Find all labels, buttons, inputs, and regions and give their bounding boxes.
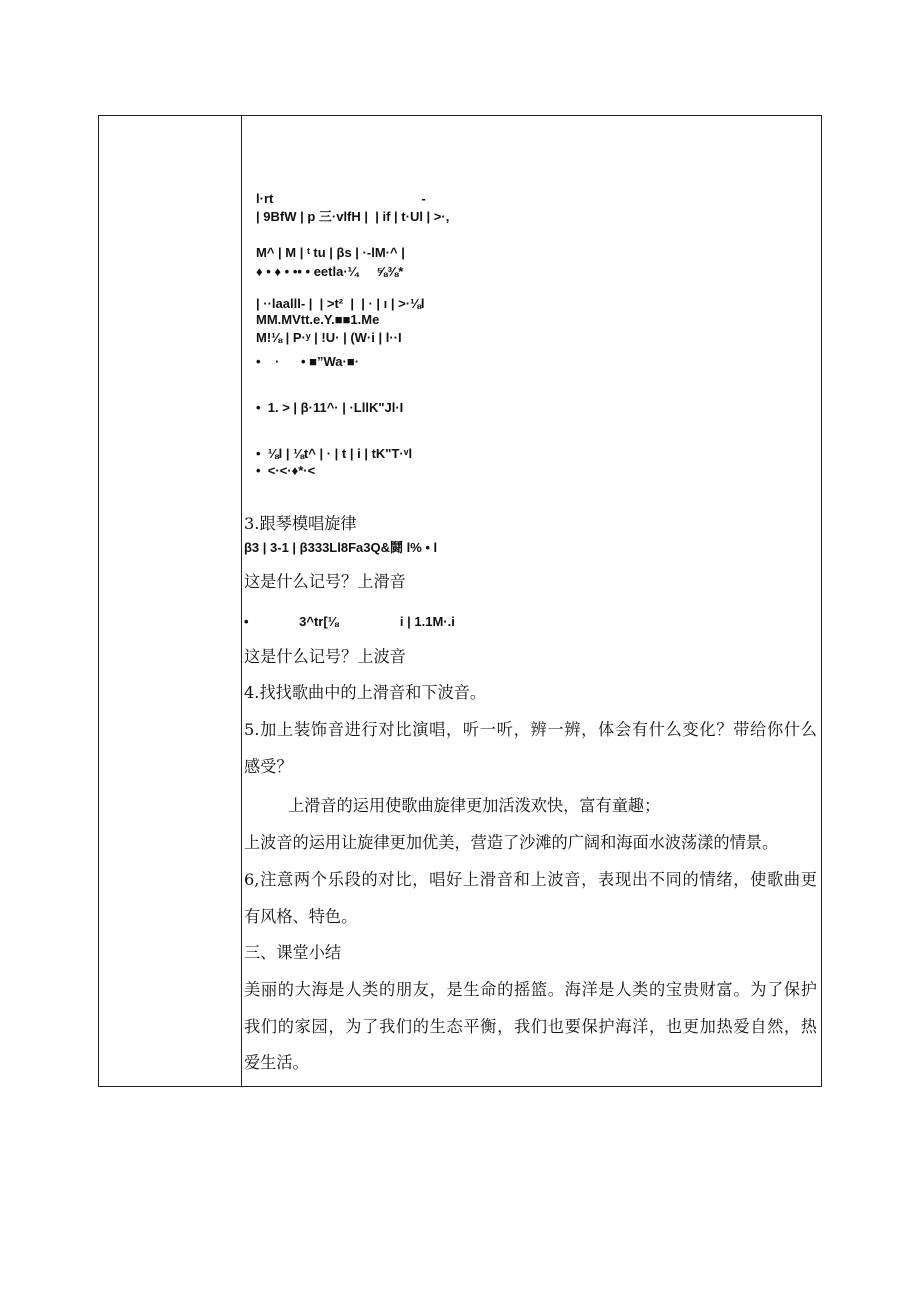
notation-line-3: M^ | M | ᵗ tu | βs | ·-lM·^ | xyxy=(256,245,405,260)
summary-line-3: 爱生活。 xyxy=(244,1053,309,1072)
notation-line-1: l·rt - xyxy=(256,191,426,206)
answer-glide: 上滑音的运用使歌曲旋律更加活泼欢快，富有童趣； xyxy=(288,796,661,815)
notation-line-2: | 9BfW | p 三·vlfH | | if | t·Ul | >·, xyxy=(256,209,450,224)
notation-line-4: ♦ • ♦ • •• • eetla·¼ ⅝⅜* xyxy=(256,264,404,279)
step-6-line-2: 有风格、特色。 xyxy=(244,907,358,926)
summary-line-2: 我们的家园，为了我们的生态平衡，我们也要保护海洋，也更加热爱自然，热 xyxy=(244,1017,817,1036)
notation-line-11: • <·<·♦*·< xyxy=(256,463,316,478)
step-5-line-1: 5.加上装饰音进行对比演唱，听一听，辨一辨，体会有什么变化？带给你什么 xyxy=(244,720,817,739)
notation-line-9: • 1. > | β·11^· | ·LllK"Jl·I xyxy=(256,400,404,415)
notation-line-5: | ··laalll- | | >t² | | · | ı | >·⅛l xyxy=(256,296,425,311)
notation-line-10: • ⅛l | ⅛t^ | · | t | i | tK"T·ᵛl xyxy=(256,446,413,461)
step-3-notation: β3 | 3-1 | β333Ll8Fa3Q&鬪 l% • l xyxy=(244,540,438,555)
summary-line-1: 美丽的大海是人类的朋友，是生命的摇篮。海洋是人类的宝贵财富。为了保护 xyxy=(244,980,817,999)
notation-line-6: MM.MVtt.e.Y.■■1.Me xyxy=(256,312,380,327)
wave-notation: • 3^tr[⅛ i | 1.1M·.i xyxy=(244,614,455,629)
step-4: 4.找找歌曲中的上滑音和下波音。 xyxy=(244,683,487,702)
step-3-title: 3.跟琴模唱旋律 xyxy=(244,514,357,533)
notation-line-7: M!⅛ | P·ʸ | !U· | (W·i | l··I xyxy=(256,330,402,345)
question-mordent: 这是什么记号？上波音 xyxy=(244,647,406,666)
step-6-line-1: 6,注意两个乐段的对比，唱好上滑音和上波音，表现出不同的情绪，使歌曲更 xyxy=(244,870,817,889)
notation-line-8: • · • ■”Wa·■· xyxy=(256,354,360,369)
step-5-line-2: 感受？ xyxy=(244,757,293,776)
answer-mordent: 上波音的运用让旋律更加优美，营造了沙滩的广阔和海面水波荡漾的情景。 xyxy=(244,833,779,852)
question-glide: 这是什么记号？上滑音 xyxy=(244,572,406,591)
column-divider xyxy=(241,116,242,1086)
lesson-table xyxy=(98,115,822,1087)
section-3-title: 三、课堂小结 xyxy=(244,943,342,962)
